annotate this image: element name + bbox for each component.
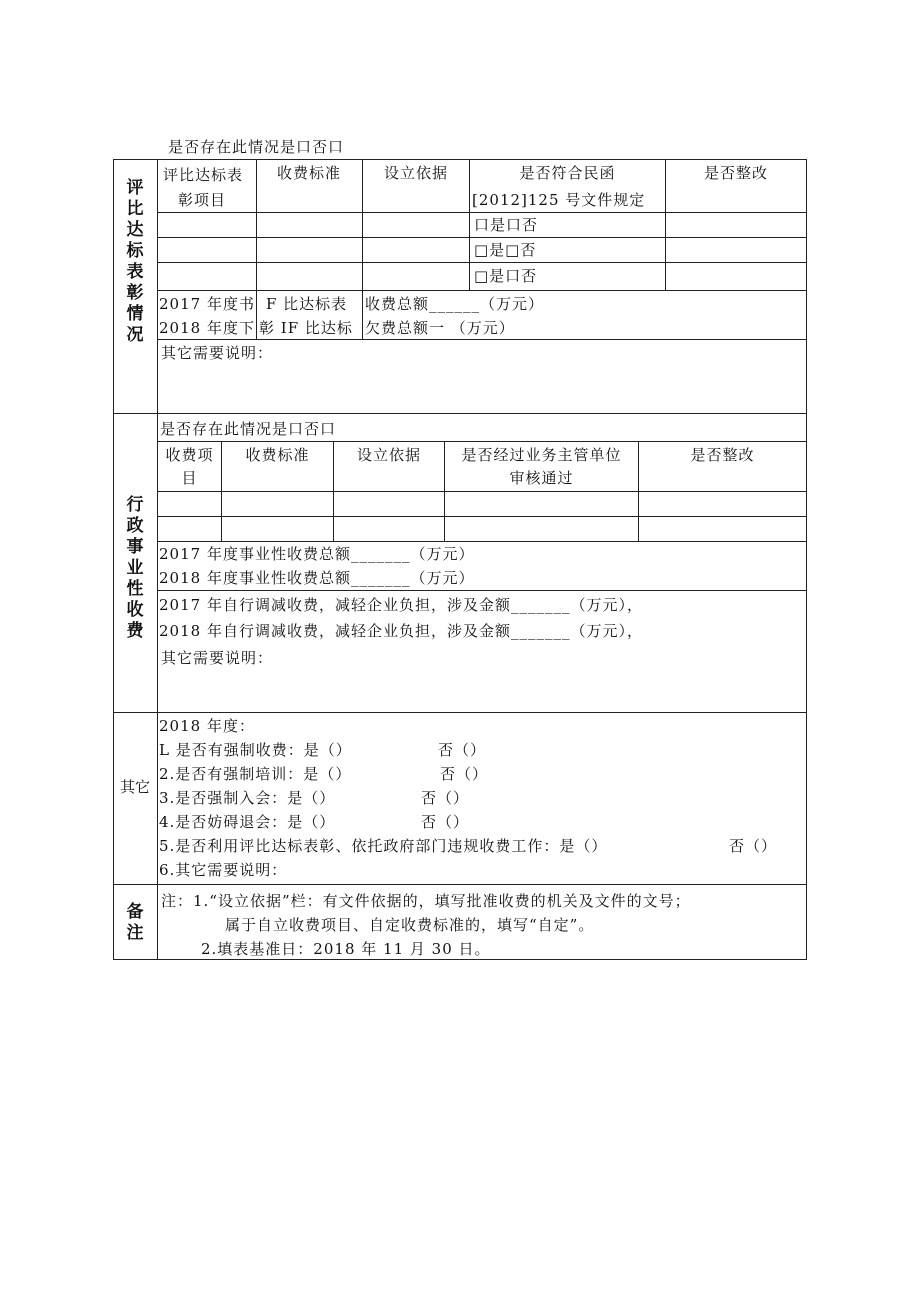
s1-row1-bottom bbox=[157, 237, 807, 238]
s1-header-standard: 收费标准 bbox=[276, 164, 341, 182]
s3-q6[interactable]: 6.其它需要说明： bbox=[159, 861, 288, 879]
s1-header-compliance-line2: [2012]125 号文件规定 bbox=[472, 191, 646, 209]
table-left-border bbox=[113, 159, 114, 960]
s1-header-item-line1: 评比达标表 bbox=[163, 166, 244, 184]
s1-summary-c2-line2: 彰 IF 比达标 bbox=[259, 319, 353, 337]
s3-q5-no[interactable]: 否（） bbox=[729, 837, 778, 855]
remark-line-2: 属于自立收费项目、自定收费标准的，填写“自定”。 bbox=[225, 916, 595, 934]
s3-q5[interactable]: 5.是否利用评比达标表彰、依托政府部门违规收费工作：是（） bbox=[159, 837, 608, 855]
s3-q3-no[interactable]: 否（） bbox=[421, 789, 470, 807]
remark-line-3: 2.填表基准日：2018 年 11 月 30 日。 bbox=[201, 940, 491, 958]
s3-q4[interactable]: 4.是否妨碍退会：是（） bbox=[159, 813, 336, 831]
s2-totals-bottom bbox=[157, 590, 807, 591]
label-column-divider bbox=[157, 159, 158, 960]
s3-q4-no[interactable]: 否（） bbox=[421, 813, 470, 831]
section3-label: 其它 bbox=[120, 778, 151, 796]
section1-label: 评比达标表彰情况 bbox=[126, 178, 144, 345]
section-divider-2 bbox=[113, 712, 807, 713]
s2-header-bottom bbox=[157, 491, 807, 492]
s3-q2-no[interactable]: 否（） bbox=[440, 765, 489, 783]
s1-row3-bottom bbox=[157, 290, 807, 291]
s3-q1[interactable]: L 是否有强制收费：是（） bbox=[159, 741, 352, 759]
s1-col-div-2 bbox=[362, 159, 363, 339]
s2-header-standard: 收费标准 bbox=[245, 446, 310, 464]
s2-reduction-2018[interactable]: 2018 年自行调减收费，减轻企业负担，涉及金额_______（万元）， bbox=[159, 622, 643, 640]
s2-total-2018[interactable]: 2018 年度事业性收费总额_______（万元） bbox=[159, 569, 475, 587]
top-exist-line: 是否存在此情况是口否口 bbox=[168, 138, 345, 156]
s2-header-review-line1: 是否经过业务主管单位 bbox=[461, 446, 622, 464]
s1-header-bottom bbox=[157, 212, 807, 213]
s2-row1-bottom bbox=[157, 516, 807, 517]
s2-reduction-2017[interactable]: 2017 年自行调减收费，减轻企业负担，涉及金额_______（万元）， bbox=[159, 596, 643, 614]
s1-row2-bottom bbox=[157, 262, 807, 263]
section2-label: 行政事业性收费 bbox=[126, 495, 144, 641]
remark-line-1: 注：1.“设立依据”栏：有文件依据的，填写批准收费的机关及文件的文号； bbox=[161, 892, 691, 910]
s3-q3[interactable]: 3.是否强制入会：是（） bbox=[159, 789, 336, 807]
s2-header-item-line1: 收费项 bbox=[165, 446, 214, 464]
section-divider-3 bbox=[113, 884, 807, 885]
s2-exist-line[interactable]: 是否存在此情况是口否口 bbox=[160, 420, 337, 438]
s2-total-2017[interactable]: 2017 年度事业性收费总额_______（万元） bbox=[159, 545, 475, 563]
table-right-border bbox=[806, 159, 807, 960]
s1-row3-compliance[interactable]: □是口否 bbox=[474, 267, 538, 285]
s1-header-compliance-line1: 是否符合民函 bbox=[519, 164, 616, 182]
s1-summary-c2-line1: F 比达标表 bbox=[266, 295, 348, 313]
s2-row2-bottom bbox=[157, 541, 807, 542]
s3-year: 2018 年度： bbox=[159, 717, 255, 735]
s1-header-item-line2: 彰项目 bbox=[178, 191, 227, 209]
s1-summary-c1-line2: 2018 年度下 bbox=[159, 319, 255, 337]
s1-row1-compliance[interactable]: 口是口否 bbox=[474, 216, 539, 234]
s1-fee-arrears[interactable]: 欠费总额一 （万元） bbox=[365, 319, 515, 337]
s3-q2[interactable]: 2.是否有强制培训：是（） bbox=[159, 765, 352, 783]
s2-header-review-line2: 审核通过 bbox=[509, 469, 574, 487]
s2-exist-bottom bbox=[157, 441, 807, 442]
section4-label: 备注 bbox=[126, 902, 144, 943]
s1-header-rectify: 是否整改 bbox=[703, 164, 768, 182]
s2-header-basis: 设立依据 bbox=[356, 446, 421, 464]
s2-other-notes[interactable]: 其它需要说明： bbox=[161, 649, 274, 667]
s1-summary-c1-line1: 2017 年度书 bbox=[159, 295, 255, 313]
s1-header-basis: 设立依据 bbox=[383, 164, 448, 182]
section-divider-1 bbox=[113, 413, 807, 414]
s3-q1-no[interactable]: 否（） bbox=[438, 741, 487, 759]
s1-col-div-1 bbox=[256, 159, 257, 339]
s1-summary-bottom bbox=[157, 339, 807, 340]
s1-row2-compliance[interactable]: □是□否 bbox=[474, 241, 537, 259]
s2-header-item-line2: 目 bbox=[181, 469, 198, 487]
s1-other-notes[interactable]: 其它需要说明： bbox=[161, 344, 274, 362]
s1-fee-total[interactable]: 收费总额______（万元） bbox=[365, 295, 545, 313]
table-top-border bbox=[113, 159, 807, 160]
s2-header-rectify: 是否整改 bbox=[690, 446, 755, 464]
